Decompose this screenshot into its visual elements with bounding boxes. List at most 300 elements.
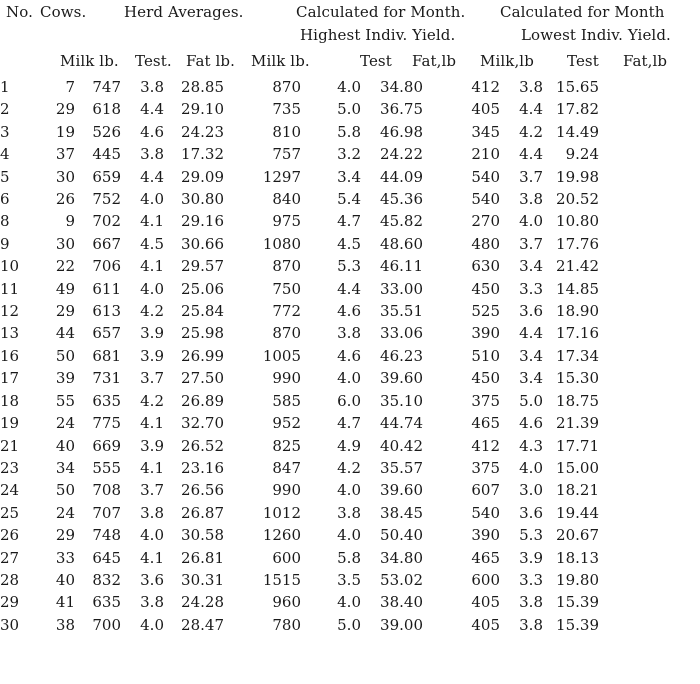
table-row <box>0 591 599 613</box>
cell-high-milk: 960 <box>272 593 301 612</box>
header-no: No. <box>6 3 33 21</box>
cell-high-fat: 40.42 <box>380 436 423 455</box>
cell-cows: 29 <box>55 526 75 545</box>
cell-high-milk: 1080 <box>262 234 301 253</box>
cell-herd-fat: 29.57 <box>181 257 224 276</box>
cell-herd-test: 3.8 <box>140 593 164 612</box>
cell-high-fat: 34.80 <box>380 548 423 567</box>
col-header-low-test: Test <box>567 52 599 70</box>
cell-low-test: 4.4 <box>519 100 543 119</box>
cell-cows: 24 <box>55 414 75 433</box>
cell-low-fat: 19.98 <box>556 167 599 186</box>
cell-herd-milk: 747 <box>92 78 121 96</box>
cell-high-test: 4.0 <box>337 481 361 500</box>
cell-low-milk: 480 <box>471 234 500 253</box>
cell-cows: 44 <box>55 324 75 343</box>
cell-low-milk: 465 <box>471 548 500 567</box>
cell-herd-fat: 29.10 <box>181 100 224 119</box>
cell-low-test: 3.6 <box>519 503 543 522</box>
cell-high-test: 4.0 <box>337 78 361 96</box>
cell-low-fat: 18.21 <box>556 481 599 500</box>
table-row <box>0 278 599 300</box>
col-header-low-milk: Milk,lb <box>480 52 534 70</box>
cell-high-milk: 990 <box>272 481 301 500</box>
cell-high-fat: 35.51 <box>380 302 423 321</box>
cell-low-fat: 17.16 <box>556 324 599 343</box>
cell-herd-milk: 635 <box>92 391 121 410</box>
cell-low-milk: 270 <box>471 212 500 231</box>
col-header-high-fat: Fat,lb <box>412 52 457 70</box>
cell-herd-test: 4.4 <box>140 100 164 119</box>
cell-herd-fat: 29.09 <box>181 167 224 186</box>
cell-high-test: 4.0 <box>337 593 361 612</box>
table-row <box>0 435 599 457</box>
cell-high-test: 4.4 <box>337 279 361 298</box>
cell-herd-fat: 30.80 <box>181 190 224 209</box>
cell-low-fat: 15.65 <box>556 78 599 96</box>
cell-low-fat: 18.13 <box>556 548 599 567</box>
cell-herd-fat: 30.58 <box>181 526 224 545</box>
cell-cows: 55 <box>55 391 75 410</box>
cell-high-milk: 585 <box>272 391 301 410</box>
table-row <box>0 233 599 255</box>
cell-low-milk: 465 <box>471 414 500 433</box>
cell-herd-fat: 26.99 <box>181 346 224 365</box>
cell-herd-fat: 26.56 <box>181 481 224 500</box>
cell-low-test: 4.4 <box>519 324 543 343</box>
cell-low-test: 3.8 <box>519 593 543 612</box>
cell-row-number: 26 <box>0 526 20 545</box>
cell-row-number: 8 <box>0 212 10 231</box>
cell-low-fat: 18.90 <box>556 302 599 321</box>
cell-high-fat: 45.36 <box>380 190 423 209</box>
cell-herd-fat: 26.87 <box>181 503 224 522</box>
cell-low-fat: 19.44 <box>556 503 599 522</box>
cell-high-milk: 1297 <box>262 167 301 186</box>
cell-low-fat: 19.80 <box>556 570 599 589</box>
cell-high-fat: 53.02 <box>380 570 423 589</box>
cell-row-number: 1 <box>0 78 10 96</box>
table-row <box>0 390 599 412</box>
cell-high-milk: 772 <box>272 302 301 321</box>
cell-high-fat: 39.60 <box>380 369 423 388</box>
cell-low-milk: 405 <box>471 593 500 612</box>
cell-high-test: 3.5 <box>337 570 361 589</box>
cell-cows: 39 <box>55 369 75 388</box>
cell-low-test: 3.4 <box>519 257 543 276</box>
cell-herd-test: 3.9 <box>140 436 164 455</box>
cell-row-number: 30 <box>0 615 20 634</box>
cell-row-number: 9 <box>0 234 10 253</box>
cell-high-fat: 45.82 <box>380 212 423 231</box>
cell-low-test: 4.3 <box>519 436 543 455</box>
cell-high-milk: 870 <box>272 257 301 276</box>
cell-herd-test: 4.0 <box>140 526 164 545</box>
cell-herd-milk: 555 <box>92 458 121 477</box>
cell-herd-test: 4.2 <box>140 391 164 410</box>
cell-herd-test: 4.6 <box>140 122 164 141</box>
cell-row-number: 24 <box>0 481 20 500</box>
cell-herd-fat: 26.89 <box>181 391 224 410</box>
cell-high-milk: 780 <box>272 615 301 634</box>
cell-high-fat: 38.45 <box>380 503 423 522</box>
cell-herd-milk: 706 <box>92 257 121 276</box>
cell-cows: 26 <box>55 190 75 209</box>
cell-low-fat: 21.39 <box>556 414 599 433</box>
cell-low-fat: 17.76 <box>556 234 599 253</box>
cell-herd-test: 3.7 <box>140 481 164 500</box>
cell-cows: 41 <box>55 593 75 612</box>
cell-high-milk: 990 <box>272 369 301 388</box>
cell-low-test: 3.4 <box>519 346 543 365</box>
cell-herd-milk: 681 <box>92 346 121 365</box>
cell-high-fat: 50.40 <box>380 526 423 545</box>
table-row <box>0 143 599 165</box>
cell-low-fat: 14.49 <box>556 122 599 141</box>
header-calculated-low: Calculated for Month <box>500 3 665 21</box>
cell-low-test: 3.7 <box>519 167 543 186</box>
cell-herd-fat: 25.84 <box>181 302 224 321</box>
cell-herd-test: 3.8 <box>140 145 164 164</box>
cell-row-number: 6 <box>0 190 10 209</box>
cell-herd-test: 4.1 <box>140 212 164 231</box>
cell-herd-milk: 832 <box>92 570 121 589</box>
cell-low-milk: 540 <box>471 503 500 522</box>
cell-herd-milk: 611 <box>92 279 121 298</box>
cell-high-fat: 46.23 <box>380 346 423 365</box>
table-row <box>0 547 599 569</box>
cell-herd-test: 3.6 <box>140 570 164 589</box>
cell-low-milk: 405 <box>471 100 500 119</box>
cell-row-number: 17 <box>0 369 20 388</box>
cell-low-test: 3.3 <box>519 279 543 298</box>
table-row <box>0 569 599 591</box>
table-row <box>0 457 599 479</box>
cell-high-milk: 735 <box>272 100 301 119</box>
cell-low-fat: 17.34 <box>556 346 599 365</box>
col-header-high-milk: Milk lb. <box>251 52 310 70</box>
cell-high-fat: 34.80 <box>380 78 423 96</box>
cell-high-fat: 44.09 <box>380 167 423 186</box>
cell-herd-fat: 32.70 <box>181 414 224 433</box>
cell-high-test: 4.0 <box>337 369 361 388</box>
cell-high-test: 4.6 <box>337 302 361 321</box>
cell-high-fat: 35.10 <box>380 391 423 410</box>
cell-row-number: 4 <box>0 145 10 164</box>
cell-high-fat: 39.00 <box>380 615 423 634</box>
cell-cows: 24 <box>55 503 75 522</box>
cell-low-milk: 345 <box>471 122 500 141</box>
cell-row-number: 25 <box>0 503 20 522</box>
cell-low-test: 4.0 <box>519 212 543 231</box>
cell-herd-milk: 526 <box>92 122 121 141</box>
cell-low-milk: 412 <box>471 78 500 96</box>
table-body <box>0 76 599 636</box>
cell-low-test: 3.3 <box>519 570 543 589</box>
cell-low-test: 4.4 <box>519 145 543 164</box>
table-row <box>0 188 599 210</box>
cell-row-number: 2 <box>0 100 10 119</box>
header-herd-averages: Herd Averages. <box>124 3 244 21</box>
cell-cows: 22 <box>55 257 75 276</box>
cell-cows: 38 <box>55 615 75 634</box>
cell-herd-test: 3.9 <box>140 324 164 343</box>
table-row <box>0 300 599 322</box>
cell-herd-milk: 613 <box>92 302 121 321</box>
table-row <box>0 502 599 524</box>
cell-cows: 49 <box>55 279 75 298</box>
cell-row-number: 28 <box>0 570 20 589</box>
cell-cows: 7 <box>65 78 75 96</box>
cell-herd-milk: 702 <box>92 212 121 231</box>
cell-herd-test: 4.0 <box>140 615 164 634</box>
cell-herd-fat: 25.06 <box>181 279 224 298</box>
cell-low-fat: 14.85 <box>556 279 599 298</box>
cell-high-fat: 33.00 <box>380 279 423 298</box>
cell-herd-test: 4.2 <box>140 302 164 321</box>
cell-herd-milk: 618 <box>92 100 121 119</box>
cell-low-milk: 607 <box>471 481 500 500</box>
table-row <box>0 121 599 143</box>
cell-high-milk: 870 <box>272 78 301 96</box>
cell-high-test: 5.0 <box>337 100 361 119</box>
cell-high-milk: 870 <box>272 324 301 343</box>
cell-low-test: 4.2 <box>519 122 543 141</box>
cell-high-milk: 952 <box>272 414 301 433</box>
cell-low-fat: 15.39 <box>556 593 599 612</box>
table-row <box>0 166 599 188</box>
cell-herd-fat: 26.52 <box>181 436 224 455</box>
table-row <box>0 255 599 277</box>
cell-herd-test: 3.7 <box>140 369 164 388</box>
cell-herd-milk: 731 <box>92 369 121 388</box>
cell-low-milk: 450 <box>471 279 500 298</box>
cell-herd-test: 3.9 <box>140 346 164 365</box>
cell-high-test: 4.9 <box>337 436 361 455</box>
cell-high-test: 4.6 <box>337 346 361 365</box>
table-row <box>0 322 599 344</box>
cell-high-test: 6.0 <box>337 391 361 410</box>
cell-cows: 50 <box>55 346 75 365</box>
cell-high-test: 4.7 <box>337 414 361 433</box>
cell-herd-fat: 30.31 <box>181 570 224 589</box>
cell-high-fat: 24.22 <box>380 145 423 164</box>
cell-herd-test: 4.1 <box>140 548 164 567</box>
cell-herd-test: 3.8 <box>140 78 164 96</box>
cell-herd-milk: 700 <box>92 615 121 634</box>
cell-herd-milk: 445 <box>92 145 121 164</box>
cell-low-test: 5.0 <box>519 391 543 410</box>
cell-high-test: 3.8 <box>337 503 361 522</box>
cell-row-number: 12 <box>0 302 20 321</box>
cell-row-number: 10 <box>0 257 20 276</box>
cell-herd-test: 4.0 <box>140 279 164 298</box>
table-row <box>0 412 599 434</box>
cell-herd-milk: 748 <box>92 526 121 545</box>
cell-cows: 30 <box>55 234 75 253</box>
cell-herd-milk: 659 <box>92 167 121 186</box>
cell-herd-fat: 28.47 <box>181 615 224 634</box>
cell-high-test: 5.4 <box>337 190 361 209</box>
cell-herd-milk: 635 <box>92 593 121 612</box>
cell-herd-fat: 23.16 <box>181 458 224 477</box>
cell-low-test: 3.0 <box>519 481 543 500</box>
cell-low-test: 3.8 <box>519 615 543 634</box>
cell-high-fat: 44.74 <box>380 414 423 433</box>
cell-herd-fat: 27.50 <box>181 369 224 388</box>
cell-herd-fat: 30.66 <box>181 234 224 253</box>
col-header-herd-fat: Fat lb. <box>186 52 235 70</box>
table-row <box>0 524 599 546</box>
cell-low-fat: 21.42 <box>556 257 599 276</box>
cell-high-milk: 847 <box>272 458 301 477</box>
cell-low-fat: 20.67 <box>556 526 599 545</box>
cell-high-fat: 36.75 <box>380 100 423 119</box>
cell-herd-fat: 26.81 <box>181 548 224 567</box>
cell-cows: 9 <box>65 212 75 231</box>
cell-low-fat: 20.52 <box>556 190 599 209</box>
cell-low-milk: 510 <box>471 346 500 365</box>
cell-high-test: 3.2 <box>337 145 361 164</box>
cell-low-milk: 375 <box>471 458 500 477</box>
cell-low-fat: 15.30 <box>556 369 599 388</box>
cell-low-fat: 15.39 <box>556 615 599 634</box>
cell-herd-fat: 28.85 <box>181 78 224 96</box>
cell-herd-milk: 645 <box>92 548 121 567</box>
cell-low-test: 3.8 <box>519 78 543 96</box>
cell-low-test: 3.7 <box>519 234 543 253</box>
cell-low-milk: 540 <box>471 190 500 209</box>
cell-low-milk: 630 <box>471 257 500 276</box>
header-calculated-high: Calculated for Month. <box>296 3 466 21</box>
cell-high-fat: 48.60 <box>380 234 423 253</box>
cell-low-test: 3.9 <box>519 548 543 567</box>
cell-high-fat: 46.98 <box>380 122 423 141</box>
cell-herd-milk: 752 <box>92 190 121 209</box>
cell-low-milk: 210 <box>471 145 500 164</box>
table-row <box>0 345 599 367</box>
cell-low-test: 3.6 <box>519 302 543 321</box>
cell-herd-milk: 775 <box>92 414 121 433</box>
cell-cows: 40 <box>55 570 75 589</box>
cell-herd-fat: 24.23 <box>181 122 224 141</box>
cell-low-test: 4.0 <box>519 458 543 477</box>
col-header-low-fat: Fat,lb <box>623 52 668 70</box>
cell-cows: 50 <box>55 481 75 500</box>
cell-herd-milk: 657 <box>92 324 121 343</box>
cell-low-fat: 15.00 <box>556 458 599 477</box>
cell-herd-milk: 669 <box>92 436 121 455</box>
cell-row-number: 18 <box>0 391 20 410</box>
cell-high-milk: 1012 <box>262 503 301 522</box>
col-header-high-test: Test <box>360 52 392 70</box>
cell-low-milk: 405 <box>471 615 500 634</box>
cell-high-test: 4.7 <box>337 212 361 231</box>
cell-high-test: 5.0 <box>337 615 361 634</box>
cell-high-milk: 840 <box>272 190 301 209</box>
cell-low-test: 5.3 <box>519 526 543 545</box>
cell-low-test: 3.4 <box>519 369 543 388</box>
cell-high-test: 5.8 <box>337 548 361 567</box>
cell-row-number: 13 <box>0 324 20 343</box>
cell-high-milk: 810 <box>272 122 301 141</box>
cell-herd-milk: 707 <box>92 503 121 522</box>
cell-high-milk: 757 <box>272 145 301 164</box>
cell-cows: 30 <box>55 167 75 186</box>
cell-high-milk: 825 <box>272 436 301 455</box>
cell-high-fat: 39.60 <box>380 481 423 500</box>
cell-row-number: 19 <box>0 414 20 433</box>
header-highest-indiv-yield: Highest Indiv. Yield. <box>300 26 456 44</box>
cell-high-fat: 46.11 <box>380 257 423 276</box>
cell-herd-test: 3.8 <box>140 503 164 522</box>
cell-low-milk: 375 <box>471 391 500 410</box>
cell-herd-test: 4.4 <box>140 167 164 186</box>
cell-low-test: 4.6 <box>519 414 543 433</box>
cell-high-test: 4.5 <box>337 234 361 253</box>
data-table <box>0 76 599 636</box>
cell-cows: 33 <box>55 548 75 567</box>
cell-low-fat: 18.75 <box>556 391 599 410</box>
cell-high-test: 5.8 <box>337 122 361 141</box>
header-lowest-indiv-yield: Lowest Indiv. Yield. <box>521 26 671 44</box>
cell-cows: 29 <box>55 302 75 321</box>
cell-high-fat: 35.57 <box>380 458 423 477</box>
cell-herd-fat: 25.98 <box>181 324 224 343</box>
cell-herd-test: 4.0 <box>140 190 164 209</box>
cell-herd-fat: 17.32 <box>181 145 224 164</box>
cell-high-milk: 1005 <box>262 346 301 365</box>
cell-high-test: 3.8 <box>337 324 361 343</box>
cell-high-milk: 1515 <box>262 570 301 589</box>
cell-low-milk: 540 <box>471 167 500 186</box>
table-row <box>0 367 599 389</box>
cell-high-fat: 38.40 <box>380 593 423 612</box>
cell-herd-fat: 29.16 <box>181 212 224 231</box>
cell-herd-test: 4.5 <box>140 234 164 253</box>
cell-cows: 34 <box>55 458 75 477</box>
table-row <box>0 76 599 98</box>
header-cows: Cows. <box>40 3 87 21</box>
col-header-herd-milk: Milk lb. <box>60 52 119 70</box>
cell-high-test: 4.2 <box>337 458 361 477</box>
col-header-herd-test: Test. <box>135 52 172 70</box>
table-row <box>0 98 599 120</box>
table-row <box>0 210 599 232</box>
cell-row-number: 27 <box>0 548 20 567</box>
cell-cows: 37 <box>55 145 75 164</box>
cell-herd-test: 4.1 <box>140 414 164 433</box>
cell-row-number: 23 <box>0 458 20 477</box>
cell-low-fat: 17.71 <box>556 436 599 455</box>
cell-high-test: 5.3 <box>337 257 361 276</box>
cell-row-number: 5 <box>0 167 10 186</box>
cell-cows: 19 <box>55 122 75 141</box>
table-row <box>0 614 599 636</box>
cell-herd-fat: 24.28 <box>181 593 224 612</box>
cell-low-milk: 390 <box>471 324 500 343</box>
cell-herd-milk: 708 <box>92 481 121 500</box>
cell-high-milk: 1260 <box>262 526 301 545</box>
cell-low-milk: 390 <box>471 526 500 545</box>
cell-low-milk: 600 <box>471 570 500 589</box>
table-row <box>0 479 599 501</box>
cell-low-milk: 412 <box>471 436 500 455</box>
cell-low-fat: 10.80 <box>556 212 599 231</box>
cell-high-fat: 33.06 <box>380 324 423 343</box>
cell-low-fat: 9.24 <box>565 145 599 164</box>
cell-low-test: 3.8 <box>519 190 543 209</box>
